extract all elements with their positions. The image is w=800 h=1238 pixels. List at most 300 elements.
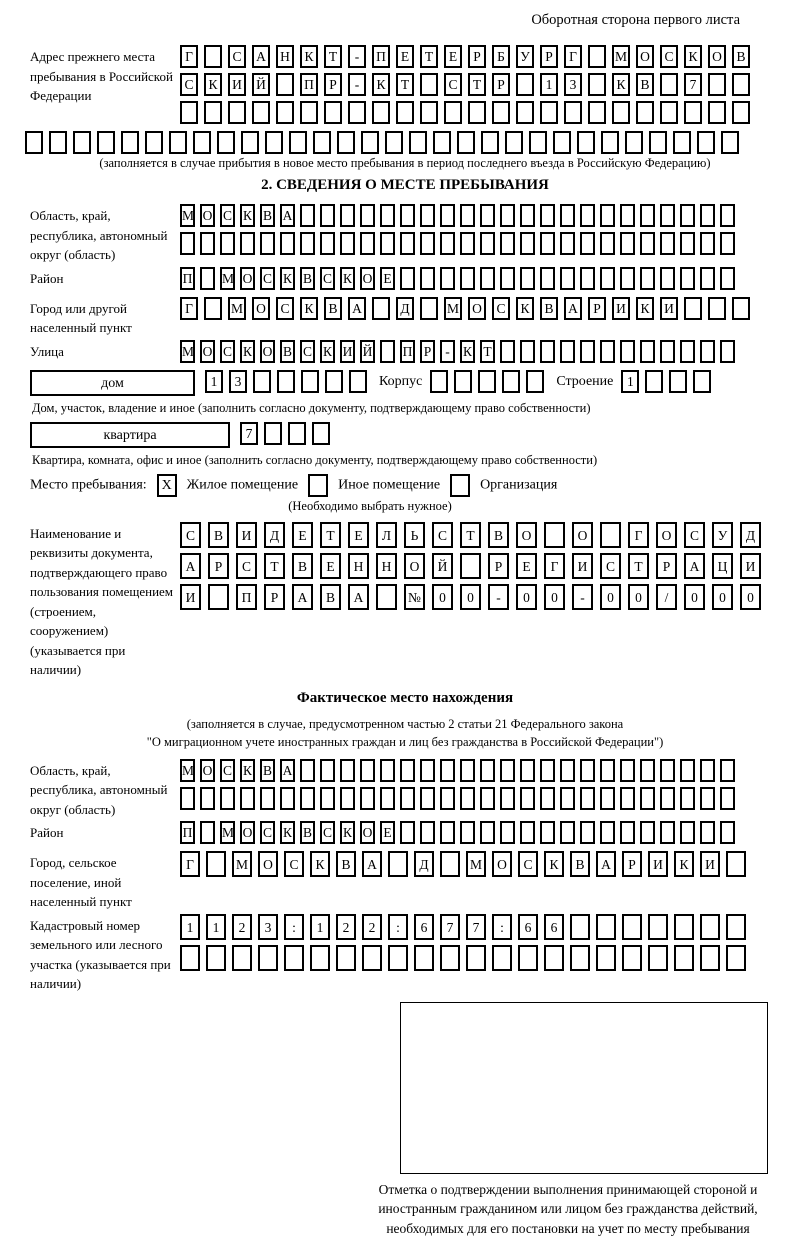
- char-box: 6: [544, 914, 564, 940]
- char-box: О: [492, 851, 512, 877]
- char-box: 7: [440, 914, 460, 940]
- char-row-street: [180, 340, 780, 363]
- field-region: [30, 204, 780, 265]
- char-box: Г: [180, 45, 198, 68]
- char-box: Т: [480, 340, 495, 363]
- char-box: [726, 945, 746, 971]
- char-box: [480, 204, 495, 227]
- char-box: [648, 914, 668, 940]
- char-box: С: [432, 522, 453, 548]
- char-box: [180, 101, 198, 124]
- char-box: Е: [380, 267, 395, 290]
- char-box: [217, 131, 235, 154]
- char-box: К: [674, 851, 694, 877]
- stay-type-label: Место пребывания:: [30, 477, 147, 493]
- char-box: [97, 131, 115, 154]
- char-box: [276, 73, 294, 96]
- char-box: [560, 204, 575, 227]
- char-box: [720, 340, 735, 363]
- char-box: [380, 340, 395, 363]
- char-box: В: [732, 45, 750, 68]
- char-box: [480, 267, 495, 290]
- char-box: С: [260, 267, 275, 290]
- char-box: [580, 267, 595, 290]
- stroenie-label: Строение: [556, 373, 614, 389]
- char-box: [420, 787, 435, 810]
- char-box: [466, 945, 486, 971]
- field-street: [30, 340, 780, 368]
- char-box: Ц: [712, 553, 733, 579]
- char-box: В: [208, 522, 229, 548]
- char-box: Р: [488, 553, 509, 579]
- char-box: [200, 267, 215, 290]
- char-box: [620, 267, 635, 290]
- char-box: [520, 759, 535, 782]
- char-box: [258, 945, 278, 971]
- char-box: [680, 204, 695, 227]
- char-box: [700, 204, 715, 227]
- field-city: [30, 297, 780, 338]
- char-box: [732, 101, 750, 124]
- char-box: С: [180, 73, 198, 96]
- char-box: [360, 204, 375, 227]
- char-box: 0: [544, 584, 565, 610]
- char-box: О: [200, 759, 215, 782]
- char-box: [600, 821, 615, 844]
- char-box: [560, 267, 575, 290]
- char-box: [700, 232, 715, 255]
- char-box: [640, 821, 655, 844]
- stay-type-row: [30, 474, 780, 497]
- stamp-caption: Отметка о подтверждении выполнения принимающей стороной и иностранным гражданином или лицом без гражданства действий, необходимых для его постановки на учет по месту пребывания: [378, 1181, 758, 1236]
- char-box: В: [292, 553, 313, 579]
- char-box: К: [280, 267, 295, 290]
- char-box: [478, 370, 496, 393]
- char-box: [596, 914, 616, 940]
- char-box: К: [280, 821, 295, 844]
- char-box: М: [220, 267, 235, 290]
- char-box: [600, 340, 615, 363]
- apartment-caption: Квартира, комната, офис и иное (заполнить согласно документу, подтверждающему право собственности): [32, 452, 598, 467]
- stay-option-label-residential: Жилое помещение: [186, 477, 299, 493]
- char-box: [180, 945, 200, 971]
- char-box: Т: [628, 553, 649, 579]
- char-box: М: [466, 851, 486, 877]
- field-district: [30, 267, 780, 295]
- char-box: [708, 101, 726, 124]
- char-box: 2: [362, 914, 382, 940]
- char-box: [481, 131, 499, 154]
- char-box: [320, 232, 335, 255]
- char-box: [620, 821, 635, 844]
- char-box: [600, 522, 621, 548]
- char-box: Н: [376, 553, 397, 579]
- field-factual-district: [30, 821, 780, 849]
- char-box: О: [200, 340, 215, 363]
- char-box: [600, 759, 615, 782]
- char-box: К: [636, 297, 654, 320]
- char-box: [380, 204, 395, 227]
- char-box: К: [516, 297, 534, 320]
- char-box: -: [348, 73, 366, 96]
- char-box: [280, 787, 295, 810]
- char-box: И: [236, 522, 257, 548]
- char-box: [680, 340, 695, 363]
- char-box: [385, 131, 403, 154]
- char-box: Р: [208, 553, 229, 579]
- char-box: [726, 851, 746, 877]
- char-box: [540, 101, 558, 124]
- char-row-factual-city: [180, 851, 780, 877]
- char-box: Р: [588, 297, 606, 320]
- char-box: [400, 821, 415, 844]
- char-box: [433, 131, 451, 154]
- char-box: [400, 204, 415, 227]
- char-box: П: [180, 821, 195, 844]
- char-box: С: [236, 553, 257, 579]
- char-box: Е: [516, 553, 537, 579]
- char-box: [580, 232, 595, 255]
- char-box: И: [340, 340, 355, 363]
- char-box: И: [648, 851, 668, 877]
- char-box: [480, 232, 495, 255]
- char-box: [457, 131, 475, 154]
- char-box: [660, 232, 675, 255]
- char-box: К: [684, 45, 702, 68]
- char-box: [440, 787, 455, 810]
- char-box: [640, 759, 655, 782]
- char-box: Й: [360, 340, 375, 363]
- house-row: [30, 370, 780, 398]
- char-box: [620, 232, 635, 255]
- char-box: А: [292, 584, 313, 610]
- char-box: [145, 131, 163, 154]
- char-box: К: [612, 73, 630, 96]
- char-box: С: [684, 522, 705, 548]
- char-row-factual-region-2: [180, 787, 780, 810]
- char-box: М: [232, 851, 252, 877]
- char-box: [260, 787, 275, 810]
- char-box: [336, 945, 356, 971]
- char-box: [700, 759, 715, 782]
- char-box: [200, 787, 215, 810]
- char-box: [660, 787, 675, 810]
- char-box: Р: [468, 45, 486, 68]
- char-box: А: [280, 204, 295, 227]
- char-box: [480, 787, 495, 810]
- char-box: [372, 101, 390, 124]
- char-box: Й: [432, 553, 453, 579]
- char-box: [284, 945, 304, 971]
- char-box: О: [240, 821, 255, 844]
- char-box: [240, 787, 255, 810]
- char-box: /: [656, 584, 677, 610]
- char-box: [601, 131, 619, 154]
- char-box: С: [320, 267, 335, 290]
- char-box: С: [444, 73, 462, 96]
- char-box: О: [260, 340, 275, 363]
- char-box: [560, 821, 575, 844]
- char-box: И: [700, 851, 720, 877]
- char-box: [732, 297, 750, 320]
- char-box: [620, 340, 635, 363]
- char-box: [420, 232, 435, 255]
- char-box: [360, 759, 375, 782]
- char-box: [454, 370, 472, 393]
- char-box: [669, 370, 687, 393]
- char-box: Т: [264, 553, 285, 579]
- char-box: [540, 821, 555, 844]
- char-box: [588, 45, 606, 68]
- char-box: К: [240, 340, 255, 363]
- char-box: Т: [468, 73, 486, 96]
- char-box: [200, 232, 215, 255]
- char-box: [700, 821, 715, 844]
- char-box: [253, 370, 271, 393]
- char-box: Ь: [404, 522, 425, 548]
- char-box: [388, 851, 408, 877]
- char-box: [684, 297, 702, 320]
- char-box: М: [444, 297, 462, 320]
- char-box: К: [340, 821, 355, 844]
- char-box: В: [570, 851, 590, 877]
- char-box: С: [220, 759, 235, 782]
- char-box: 1: [205, 370, 223, 393]
- char-box: Р: [264, 584, 285, 610]
- char-box: [444, 101, 462, 124]
- field-factual-region: [30, 759, 780, 820]
- char-box: С: [276, 297, 294, 320]
- char-box: [400, 232, 415, 255]
- char-box: Д: [740, 522, 761, 548]
- char-box: [372, 297, 390, 320]
- char-box: А: [596, 851, 616, 877]
- city-label: Город или другой населенный пункт: [30, 300, 132, 335]
- char-box: [625, 131, 643, 154]
- char-box: [400, 267, 415, 290]
- char-box: [325, 370, 343, 393]
- char-box: [660, 101, 678, 124]
- char-box: [540, 759, 555, 782]
- char-box: 0: [712, 584, 733, 610]
- char-box: :: [492, 914, 512, 940]
- char-box: Б: [492, 45, 510, 68]
- char-box: [260, 232, 275, 255]
- char-box: [726, 914, 746, 940]
- char-box: [409, 131, 427, 154]
- district-label: Район: [30, 270, 64, 286]
- char-box: [440, 267, 455, 290]
- char-box: [460, 553, 481, 579]
- char-box: Е: [348, 522, 369, 548]
- char-box: О: [656, 522, 677, 548]
- char-box: [420, 101, 438, 124]
- char-box: [500, 759, 515, 782]
- char-box: И: [180, 584, 201, 610]
- char-box: [340, 759, 355, 782]
- char-box: М: [180, 204, 195, 227]
- char-box: К: [240, 759, 255, 782]
- field-prev-address: [30, 45, 780, 129]
- char-box: [312, 422, 330, 445]
- stay-option-label-organization: Организация: [480, 477, 558, 493]
- char-box: [732, 73, 750, 96]
- char-row-prev-4: [25, 131, 780, 154]
- korpus-label: Корпус: [379, 373, 423, 389]
- char-box: [420, 297, 438, 320]
- char-box: К: [310, 851, 330, 877]
- char-box: [640, 267, 655, 290]
- char-box: [340, 232, 355, 255]
- char-box: [708, 73, 726, 96]
- char-box: С: [518, 851, 538, 877]
- char-box: [660, 73, 678, 96]
- char-box: 7: [466, 914, 486, 940]
- char-box: [240, 232, 255, 255]
- char-box: [649, 131, 667, 154]
- char-box: [577, 131, 595, 154]
- char-box: [622, 945, 642, 971]
- char-box: Р: [492, 73, 510, 96]
- char-box: Г: [564, 45, 582, 68]
- char-box: С: [300, 340, 315, 363]
- char-box: [564, 101, 582, 124]
- char-row-doc-2: [180, 553, 780, 579]
- char-box: [526, 370, 544, 393]
- char-box: [280, 232, 295, 255]
- char-box: [544, 522, 565, 548]
- char-box: [570, 945, 590, 971]
- char-box: [220, 232, 235, 255]
- char-box: [388, 945, 408, 971]
- char-box: [324, 101, 342, 124]
- char-box: [313, 131, 331, 154]
- char-box: [430, 370, 448, 393]
- char-box: [520, 821, 535, 844]
- house-type-box: дом: [30, 370, 195, 396]
- char-box: О: [258, 851, 278, 877]
- char-box: [680, 787, 695, 810]
- char-box: С: [660, 45, 678, 68]
- char-box: К: [372, 73, 390, 96]
- char-row-apartment: [240, 422, 336, 445]
- char-box: [440, 851, 460, 877]
- char-box: [600, 232, 615, 255]
- char-row-korpus: [430, 370, 550, 393]
- char-box: В: [488, 522, 509, 548]
- char-row-prev-2: [180, 73, 780, 96]
- char-box: [300, 232, 315, 255]
- char-box: 1: [621, 370, 639, 393]
- char-box: [420, 821, 435, 844]
- char-box: [673, 131, 691, 154]
- char-box: -: [572, 584, 593, 610]
- char-box: [360, 787, 375, 810]
- char-box: О: [360, 821, 375, 844]
- char-box: [480, 821, 495, 844]
- stay-option-checkbox-organization: [450, 474, 470, 497]
- char-box: [540, 340, 555, 363]
- char-box: [492, 101, 510, 124]
- char-box: [380, 759, 395, 782]
- char-row-factual-region-1: [180, 759, 780, 782]
- char-box: [492, 945, 512, 971]
- char-box: 1: [310, 914, 330, 940]
- char-box: [660, 267, 675, 290]
- char-row-house: [205, 370, 373, 393]
- char-box: [337, 131, 355, 154]
- char-box: [460, 821, 475, 844]
- char-box: А: [180, 553, 201, 579]
- char-box: Е: [380, 821, 395, 844]
- char-box: [700, 945, 720, 971]
- char-box: 0: [516, 584, 537, 610]
- char-box: [680, 232, 695, 255]
- char-box: М: [180, 759, 195, 782]
- char-box: [520, 204, 535, 227]
- char-box: [460, 787, 475, 810]
- apartment-type-box: квартира: [30, 422, 230, 448]
- char-box: [505, 131, 523, 154]
- char-box: В: [540, 297, 558, 320]
- char-box: О: [516, 522, 537, 548]
- char-box: [721, 131, 739, 154]
- char-box: [414, 945, 434, 971]
- char-box: О: [404, 553, 425, 579]
- char-box: [276, 101, 294, 124]
- char-row-factual-district: [180, 821, 780, 844]
- char-box: [73, 131, 91, 154]
- char-box: [720, 267, 735, 290]
- char-box: [500, 204, 515, 227]
- char-box: Н: [276, 45, 294, 68]
- char-box: [620, 759, 635, 782]
- factual-note-line2: "О миграционном учете иностранных граждан и лиц без гражданства в Российской Федерации"): [146, 734, 664, 749]
- char-box: 3: [229, 370, 247, 393]
- char-box: П: [300, 73, 318, 96]
- char-box: А: [252, 45, 270, 68]
- char-row-prev-3: [180, 101, 780, 124]
- char-box: [544, 945, 564, 971]
- char-box: [204, 45, 222, 68]
- char-box: [580, 759, 595, 782]
- char-box: О: [240, 267, 255, 290]
- char-box: [300, 759, 315, 782]
- char-box: [420, 759, 435, 782]
- char-box: [349, 370, 367, 393]
- char-box: [288, 422, 306, 445]
- char-box: 7: [240, 422, 258, 445]
- char-box: [708, 297, 726, 320]
- char-box: Г: [628, 522, 649, 548]
- char-box: Е: [292, 522, 313, 548]
- char-box: [440, 204, 455, 227]
- char-box: Н: [348, 553, 369, 579]
- char-box: [180, 787, 195, 810]
- char-box: [516, 101, 534, 124]
- prev-address-label: Адрес прежнего места пребывания в Российской Федерации: [30, 49, 173, 103]
- char-row-doc-3: [180, 584, 780, 610]
- char-row-cadastre-1: [180, 914, 780, 940]
- char-box: [660, 821, 675, 844]
- char-box: В: [260, 759, 275, 782]
- char-box: 1: [180, 914, 200, 940]
- char-box: Г: [180, 851, 200, 877]
- char-box: Т: [320, 522, 341, 548]
- char-box: [660, 204, 675, 227]
- prev-address-note: (заполняется в случае прибытия в новое место пребывания в период последнего въезда в Российскую Федерацию): [99, 156, 711, 170]
- char-box: А: [280, 759, 295, 782]
